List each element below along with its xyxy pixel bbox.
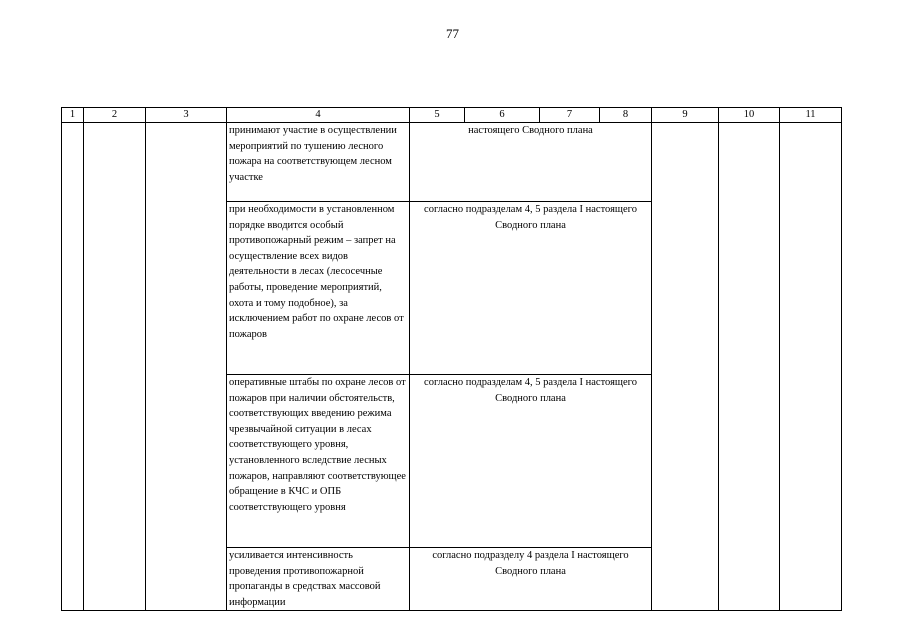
column-number: 8 (600, 108, 652, 123)
column-number: 6 (465, 108, 540, 123)
column-number: 2 (84, 108, 146, 123)
page-number: 77 (446, 26, 459, 41)
column-number: 1 (62, 108, 84, 123)
column-number-row (62, 108, 842, 123)
cell-col-1 (62, 123, 84, 611)
column-number: 10 (719, 108, 780, 123)
cell-col-2 (84, 123, 146, 611)
column-number: 3 (146, 108, 227, 123)
measure-description: усиливается интенсивность проведения противопожарной пропаганды в средствах массовой информации (227, 548, 410, 611)
table-row (62, 123, 842, 202)
column-number: 11 (780, 108, 842, 123)
measure-description: принимают участие в осуществлении мероприятий по тушению лесного пожара на соответствующем лесном участке (227, 123, 410, 202)
column-number: 4 (227, 108, 410, 123)
reference-cell: настоящего Сводного плана (410, 123, 652, 202)
reference-cell: согласно подразделам 4, 5 раздела I настоящего Сводного плана (410, 202, 652, 375)
reference-cell: согласно подразделам 4, 5 раздела I настоящего Сводного плана (410, 375, 652, 548)
cell-col-3 (146, 123, 227, 611)
column-number: 7 (540, 108, 600, 123)
cell-col-9 (652, 123, 719, 611)
column-number: 5 (410, 108, 465, 123)
column-number: 9 (652, 108, 719, 123)
cell-col-10 (719, 123, 780, 611)
reference-cell: согласно подразделу 4 раздела I настоящего Сводного плана (410, 548, 652, 611)
measure-description: при необходимости в установленном порядке вводится особый противопожарный режим – запрет на осуществление всех видов деятельности в лесах (лесосечные работы, проведение мероприятий, охота и тому подобное), за исключением работ по охране лесов от пожаров (227, 202, 410, 375)
plan-table (61, 107, 842, 611)
cell-col-11 (780, 123, 842, 611)
measure-description: оперативные штабы по охране лесов от пожаров при наличии обстоятельств, соответствующих введению режима чрезвычайной ситуации в лесах соответствующего уровня, установленного вследствие лесных пожаров, направляют соответствующее обращение в КЧС и ОПБ соответствующего уровня (227, 375, 410, 548)
